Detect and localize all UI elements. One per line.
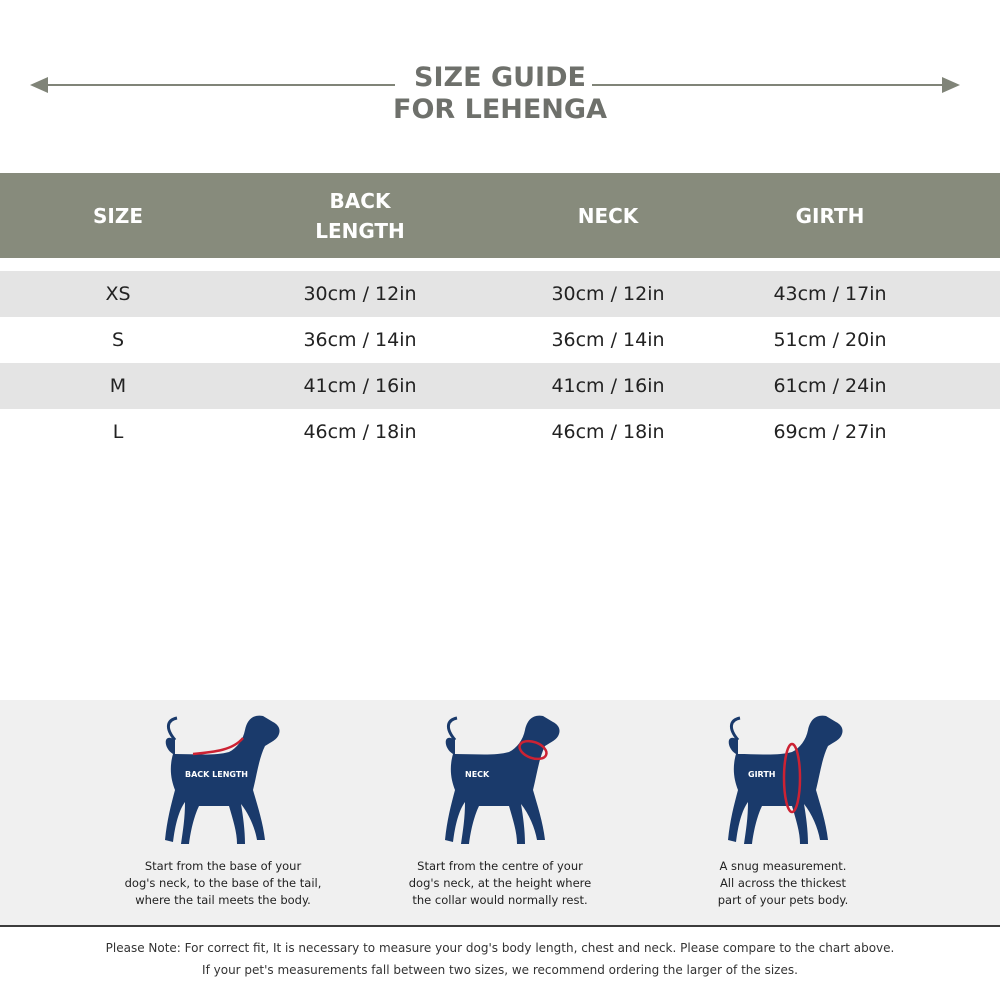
size-table-header xyxy=(0,173,1000,258)
measure-description: Start from the base of your dog's neck, to the base of the tail, where the tail meets the body. xyxy=(124,859,322,907)
figure-label: BACK LENGTH xyxy=(185,770,248,779)
cell-neck: 46cm / 18in xyxy=(551,421,665,443)
cell-back-length: 36cm / 14in xyxy=(303,329,417,351)
header-neck: NECK xyxy=(577,203,639,228)
cell-girth: 51cm / 20in xyxy=(773,329,887,351)
title-line-1: SIZE GUIDE xyxy=(414,62,586,93)
cell-neck: 30cm / 12in xyxy=(551,283,665,305)
measurement-guide-panel xyxy=(0,700,1000,925)
dog-girth-icon xyxy=(708,710,868,855)
note-line-2: If your pet's measurements fall between two sizes, we recommend ordering the larger of the sizes. xyxy=(202,963,798,977)
measure-description: A snug measurement. All across the thickest part of your pets body. xyxy=(717,859,849,907)
header-size: SIZE xyxy=(92,203,143,228)
cell-size: XS xyxy=(105,283,131,305)
title-line-2: FOR LEHENGA xyxy=(393,94,607,125)
title-divider-left xyxy=(40,84,395,86)
figure-label: GIRTH xyxy=(748,770,776,779)
dog-back-length-icon xyxy=(145,710,305,855)
cell-back-length: 30cm / 12in xyxy=(303,283,417,305)
cell-size: S xyxy=(111,329,125,351)
cell-neck: 41cm / 16in xyxy=(551,375,665,397)
arrow-right-icon xyxy=(942,77,960,93)
cell-girth: 61cm / 24in xyxy=(773,375,887,397)
cell-neck: 36cm / 14in xyxy=(551,329,665,351)
cell-back-length: 41cm / 16in xyxy=(303,375,417,397)
table-row xyxy=(0,271,1000,317)
note-line-1: Please Note: For correct fit, It is necessary to measure your dog's body length, chest and neck. Please compare to the chart above. xyxy=(105,941,895,955)
header-girth: GIRTH xyxy=(795,203,865,228)
title-banner xyxy=(0,58,1000,138)
table-row xyxy=(0,363,1000,409)
cell-size: L xyxy=(112,421,124,443)
panel-divider xyxy=(0,925,1000,927)
measure-description: Start from the centre of your dog's neck, at the height where the collar would normally rest. xyxy=(408,859,592,907)
figure-label: NECK xyxy=(465,770,490,779)
cell-size: M xyxy=(109,375,127,397)
cell-back-length: 46cm / 18in xyxy=(303,421,417,443)
table-row xyxy=(0,409,1000,455)
dog-neck-icon xyxy=(425,710,585,855)
cell-girth: 43cm / 17in xyxy=(773,283,887,305)
title-divider-right xyxy=(592,84,950,86)
header-back-length: BACK LENGTH xyxy=(315,188,405,243)
page-title xyxy=(380,62,620,126)
table-row xyxy=(0,317,1000,363)
cell-girth: 69cm / 27in xyxy=(773,421,887,443)
